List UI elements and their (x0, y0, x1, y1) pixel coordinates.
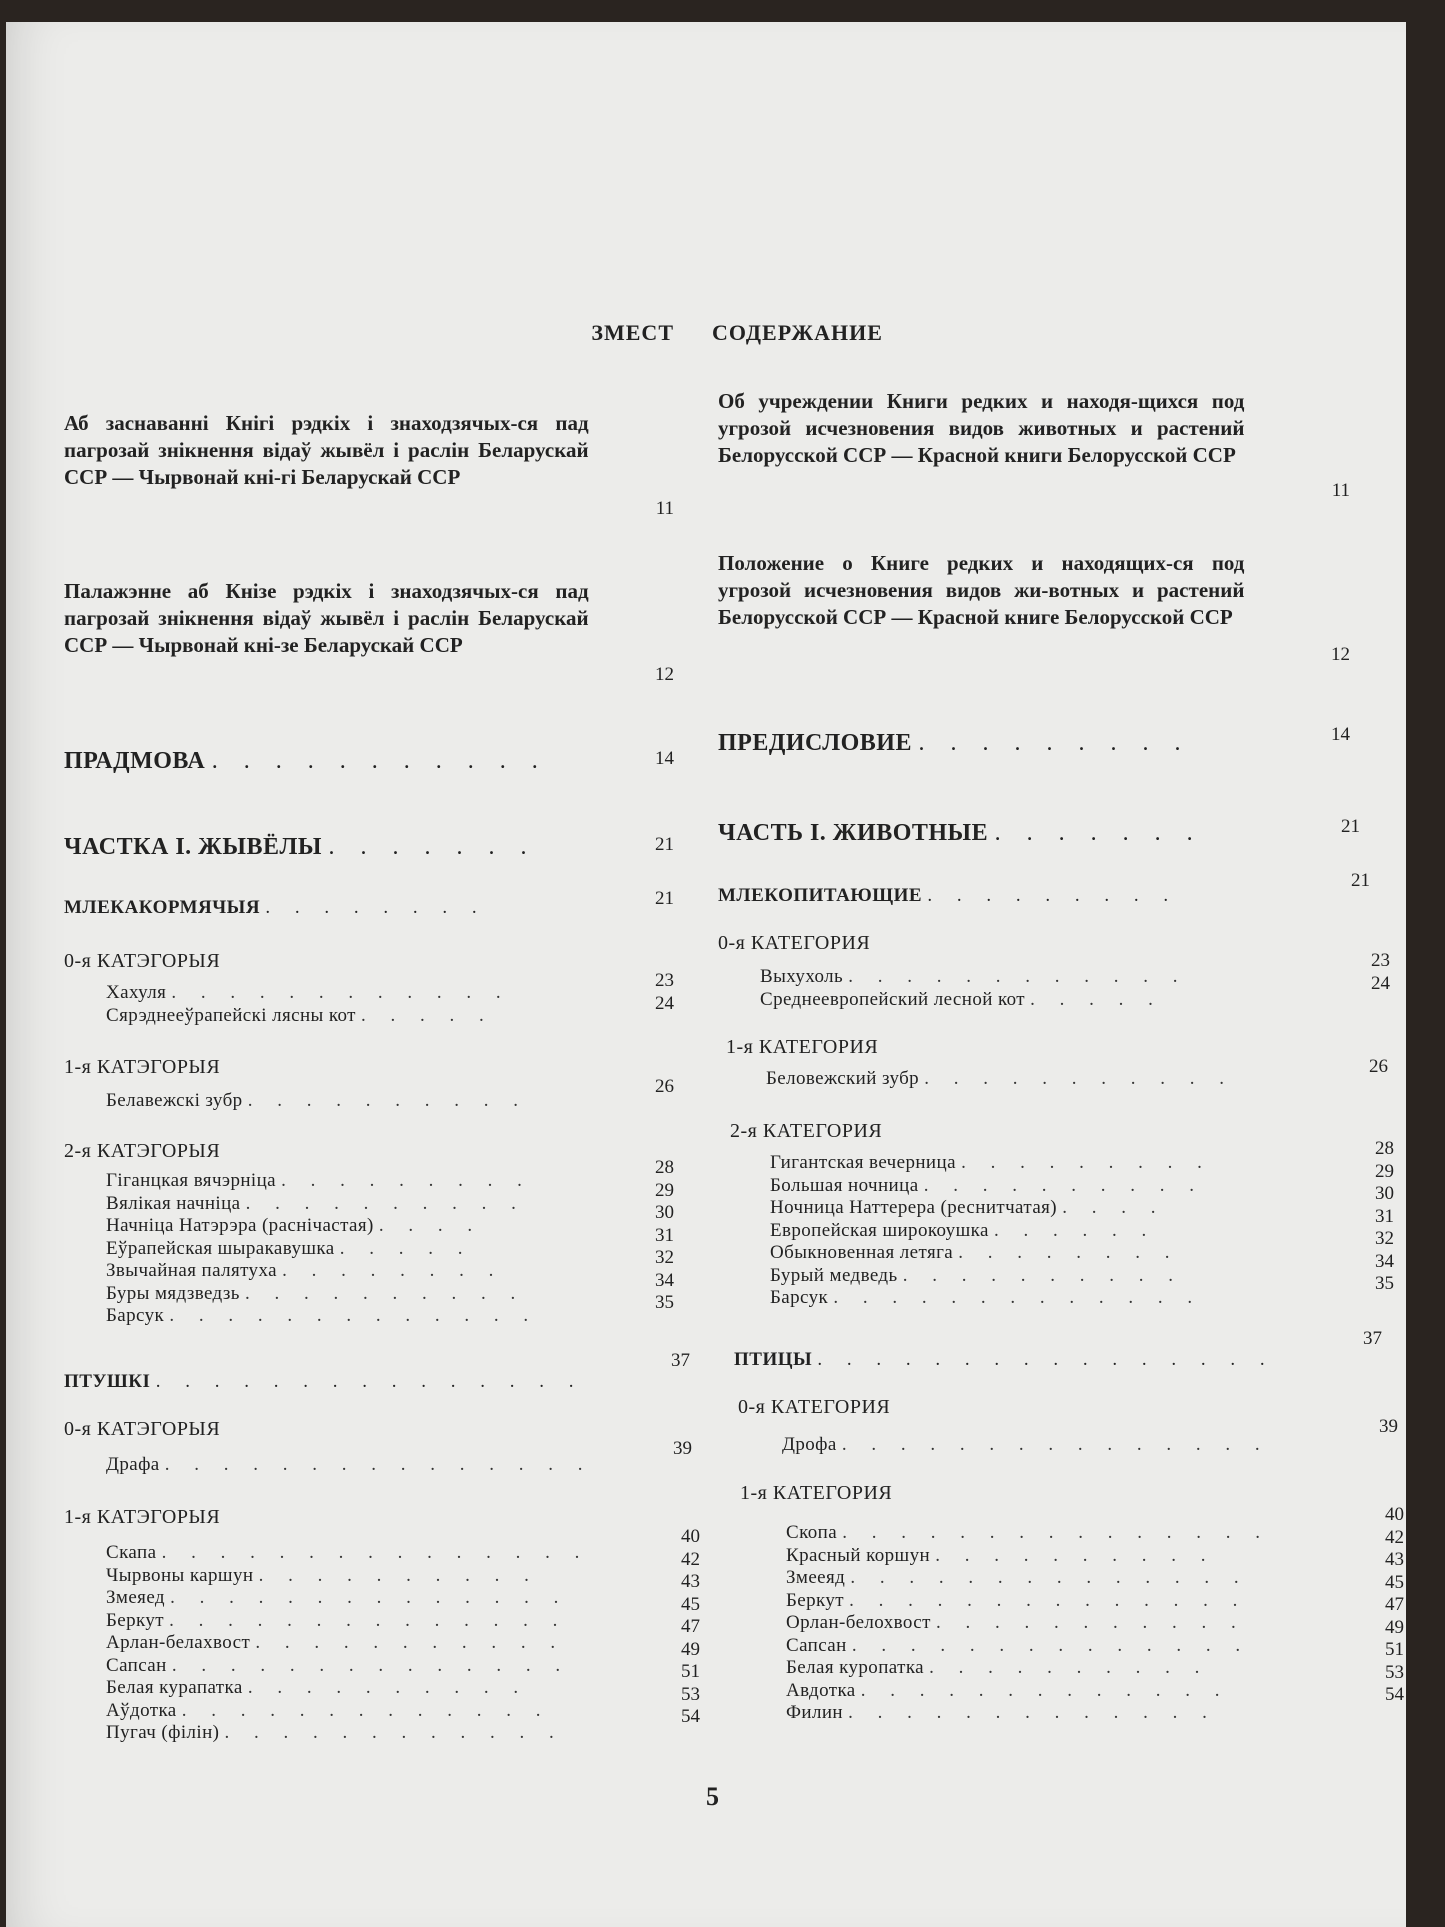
toc-entry-text: ЧАСТКА I. ЖЫВЁЛЫ . . . . . . . (64, 834, 537, 860)
page-numbers: 28 29 30 31 32 34 35 (1375, 1138, 1394, 1294)
book-page (6, 22, 1406, 1927)
toc-entry-page: 21 (655, 888, 674, 909)
list-item: Филин . . . . . . . . . . . . . (786, 1702, 1217, 1723)
category-label: 1-я КАТЭГОРЫЯ (64, 1506, 221, 1528)
species-list (770, 1152, 1270, 1310)
toc-entry-intro2 (718, 550, 1360, 665)
list-item: Дрофа . . . . . . . . . . . . . . . (782, 1434, 1270, 1455)
toc-entry-page: 14 (655, 748, 674, 769)
species-list (106, 1090, 606, 1113)
category-label: 1-я КАТЭГОРЫЯ (64, 1056, 221, 1078)
list-item: Вялікая начніца . . . . . . . . . . (106, 1192, 526, 1214)
category-label: 2-я КАТЭГОРЫЯ (64, 1140, 221, 1162)
toc-entry-intro2 (64, 578, 674, 685)
toc-entry-text: ПРЕДИСЛОВИЕ . . . . . . . . . (718, 730, 1191, 756)
list-item: Змеяед . . . . . . . . . . . . . . (106, 1587, 569, 1608)
toc-entry-text: МЛЕКОПИТАЮЩИЕ . . . . . . . . . (718, 885, 1179, 906)
page-numbers: 26 (655, 1076, 674, 1097)
category-label: 0-я КАТЕГОРИЯ (738, 1396, 891, 1418)
toc-entry-intro1 (64, 410, 674, 519)
list-item: Белая курапатка . . . . . . . . . . (106, 1677, 529, 1698)
page-numbers: 28 29 30 31 32 34 35 (655, 1157, 674, 1313)
toc-entry-page: 12 (1331, 644, 1350, 665)
species-list (106, 1170, 606, 1328)
page-numbers: 39 (673, 1438, 692, 1459)
toc-entry-text: Положение о Книге редких и находящих-ся под угрозой исчезновения видов жи-вотных и растений Белорусской ССР — Красной книге Белорусской ССР (718, 551, 1245, 629)
species-list (782, 1434, 1282, 1457)
page-numbers: 40 42 43 45 47 49 51 53 54 (1385, 1504, 1404, 1705)
species-list (106, 1454, 606, 1477)
list-item: Среднеевропейский лесной кот . . . . . (760, 988, 1163, 1010)
species-list (106, 982, 606, 1027)
list-item: Ночница Наттерера (реснитчатая) . . . . (770, 1197, 1166, 1218)
list-item: Обыкновенная летяга . . . . . . . . (770, 1242, 1180, 1263)
toc-entry-birds (734, 1328, 1382, 1373)
toc-entry-text: ЧАСТЬ I. ЖИВОТНЫЕ . . . . . . . (718, 820, 1203, 846)
list-item: Сярэднееўрапейскі лясны кот . . . . . (106, 1004, 494, 1026)
page-numbers: 23 24 (655, 970, 674, 1014)
category-label: 0-я КАТЭГОРЫЯ (64, 950, 221, 972)
toc-entry-part1 (64, 834, 674, 861)
page-numbers: 39 (1379, 1416, 1398, 1437)
list-item: Барсук . . . . . . . . . . . . . (106, 1305, 539, 1326)
category-label: 1-я КАТЕГОРИЯ (740, 1482, 893, 1504)
page-number: 5 (706, 1782, 719, 1811)
list-item: Барсук . . . . . . . . . . . . . (770, 1287, 1203, 1308)
toc-entry-text: ПТУШКІ . . . . . . . . . . . . . . . (64, 1371, 584, 1392)
page-numbers: 23 24 (1371, 950, 1390, 994)
category-label: 0-я КАТЕГОРИЯ (718, 932, 871, 954)
toc-entry-preface (718, 724, 1360, 757)
list-item: Орлан-белохвост . . . . . . . . . . . (786, 1612, 1246, 1633)
list-item: Беловежский зубр . . . . . . . . . . . (766, 1068, 1234, 1089)
toc-entry-mammals (718, 870, 1370, 909)
list-item: Сапсан . . . . . . . . . . . . . . (106, 1654, 571, 1676)
list-item: Красный коршун . . . . . . . . . . (786, 1544, 1216, 1566)
page-numbers: 40 42 43 45 47 49 51 53 54 (681, 1526, 700, 1727)
list-item: Начніца Натэрэра (раснічастая) . . . . (106, 1215, 483, 1236)
list-item: Белая куропатка . . . . . . . . . . (786, 1657, 1210, 1678)
category-label: 1-я КАТЕГОРИЯ (726, 1036, 879, 1058)
toc-entry-text: Палажэнне аб Кнізе рэдкіх і знаходзячых-ся пад пагрозай знікнення відаў жывёл і раслін Беларускай ССР — Чырвонай кні-зе Беларускай ССР (64, 579, 589, 657)
list-item: Белавежскі зубр . . . . . . . . . . (106, 1090, 528, 1111)
category-label: 2-я КАТЕГОРИЯ (730, 1120, 883, 1142)
page-numbers: 26 (1369, 1056, 1388, 1077)
list-item: Пугач (філін) . . . . . . . . . . . . (106, 1722, 564, 1743)
species-list (786, 1522, 1286, 1725)
category-label: 0-я КАТЭГОРЫЯ (64, 1418, 221, 1440)
toc-entry-page: 37 (671, 1350, 690, 1371)
list-item: Бурый медведь . . . . . . . . . . (770, 1264, 1183, 1286)
list-item: Беркут . . . . . . . . . . . . . . (106, 1609, 568, 1631)
toc-entry-text: Аб заснаванні Кнігі рэдкіх і знаходзячых-ся пад пагрозай знікнення відаў жывёл і раслін Беларускай ССР — Чырвонай кні-гі Беларускай ССР (64, 411, 589, 489)
list-item: Европейская широкоушка . . . . . . (770, 1219, 1157, 1241)
toc-heading: СОДЕРЖАНИЕ (712, 320, 883, 345)
toc-entry-text: МЛЕКАКОРМЯЧЫЯ . . . . . . . . (64, 897, 487, 918)
toc-entry-page: 21 (1351, 870, 1370, 891)
species-list (106, 1542, 606, 1745)
list-item: Гигантская вечерница . . . . . . . . . (770, 1152, 1212, 1173)
list-item: Скопа . . . . . . . . . . . . . . . (786, 1522, 1270, 1543)
list-item: Выхухоль . . . . . . . . . . . . (760, 966, 1188, 987)
list-item: Арлан-белахвост . . . . . . . . . . . (106, 1632, 566, 1653)
list-item: Большая ночница . . . . . . . . . . (770, 1174, 1204, 1196)
list-item: Беркут . . . . . . . . . . . . . . (786, 1589, 1248, 1611)
species-list (766, 1068, 1266, 1091)
toc-entry-intro1 (718, 388, 1360, 501)
toc-entry-page: 37 (1363, 1328, 1382, 1349)
toc-entry-preface (64, 748, 674, 775)
list-item: Скапа . . . . . . . . . . . . . . . (106, 1542, 590, 1563)
list-item: Гіганцкая вячэрніца . . . . . . . . . (106, 1170, 532, 1191)
toc-entry-text: ПРАДМОВА . . . . . . . . . . . (64, 748, 548, 774)
toc-entry-page: 12 (655, 664, 674, 685)
list-item: Еўрапейская шыракавушка . . . . . (106, 1237, 473, 1259)
toc-entry-mammals (64, 888, 674, 921)
list-item: Драфа . . . . . . . . . . . . . . . (106, 1454, 593, 1475)
toc-entry-page: 14 (1331, 724, 1350, 745)
toc-entry-birds (64, 1350, 690, 1395)
toc-entry-page: 11 (655, 498, 674, 519)
list-item: Сапсан . . . . . . . . . . . . . . (786, 1634, 1251, 1656)
species-list (760, 966, 1260, 1011)
toc-heading: ЗМЕСТ (591, 320, 674, 345)
toc-entry-text: Об учреждении Книги редких и находя-щихся под угрозой исчезновения видов животных и растений Белорусской ССР — Красной книги Белорусской ССР (718, 389, 1245, 467)
list-item: Авдотка . . . . . . . . . . . . . (786, 1679, 1230, 1701)
toc-entry-page: 21 (1341, 816, 1360, 837)
toc-entry-part1 (718, 816, 1360, 847)
list-item: Чырвоны каршун . . . . . . . . . . (106, 1564, 539, 1586)
list-item: Буры мядзведзь . . . . . . . . . . (106, 1282, 526, 1304)
list-item: Аўдотка . . . . . . . . . . . . . (106, 1699, 551, 1721)
toc-entry-text: ПТИЦЫ . . . . . . . . . . . . . . . . (734, 1349, 1275, 1370)
toc-entry-page: 21 (655, 834, 674, 855)
list-item: Звычайная палятуха . . . . . . . . (106, 1260, 504, 1281)
list-item: Змееяд . . . . . . . . . . . . . . (786, 1567, 1249, 1588)
list-item: Хахуля . . . . . . . . . . . . (106, 982, 511, 1003)
toc-entry-page: 11 (1331, 480, 1350, 501)
